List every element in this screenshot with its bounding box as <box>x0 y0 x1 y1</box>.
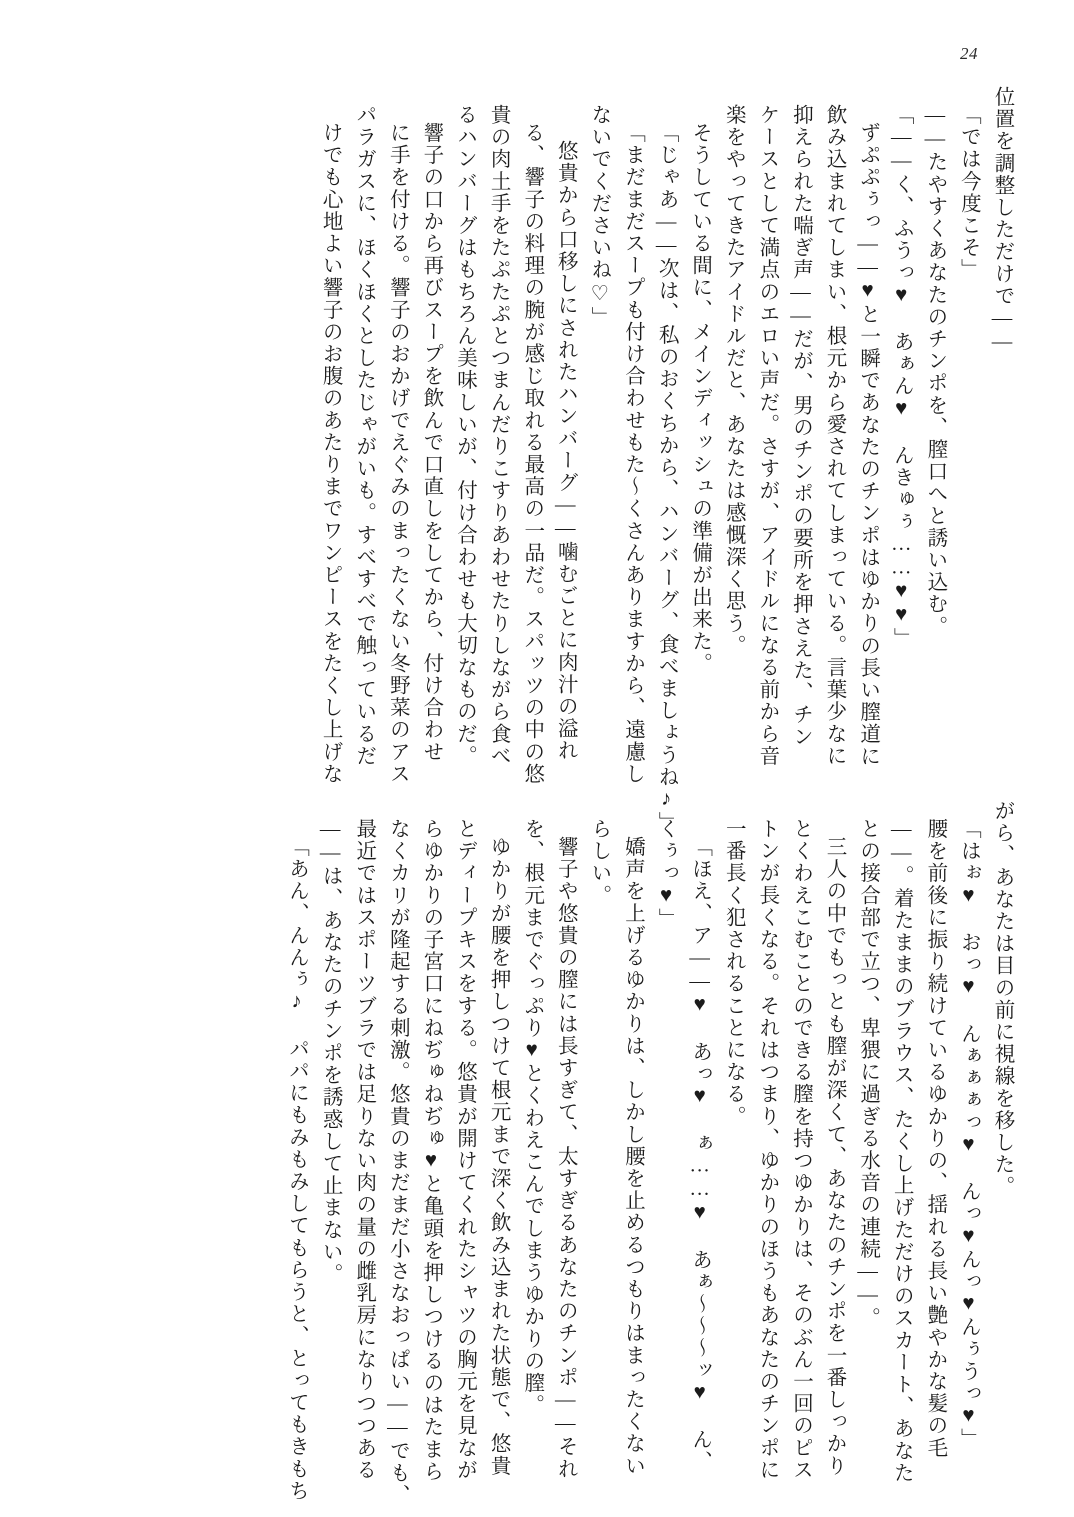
text-column: トンが長くなる。それはつまり、ゆかりのほうもあなたのチンポに <box>755 818 778 1481</box>
text-column: 「まだまだスープも付け合わせもた～くさんありますから、遠慮し <box>621 122 644 785</box>
text-column: けでも心地よい響子のお腹のあたりまでワンピースをたくし上げな <box>319 122 342 785</box>
text-column: るハンバーグはもちろん美味しいが、付け合わせも大切なものだ。 <box>453 104 476 767</box>
text-column: なくカリが隆起する刺激。悠貴のまだまだ小さなおっぱい――でも、 <box>386 818 409 1507</box>
text-column: 最近ではスポーツブラでは足りない肉の量の雌乳房になりつつある <box>352 818 375 1481</box>
text-column: そうしている間に、メインディッシュの準備が出来た。 <box>688 122 711 675</box>
text-column: 三人の中でもっとも膣が深くて、あなたのチンポを一番しっかり <box>823 836 846 1477</box>
text-column: に手を付ける。響子のおかげでえぐみのまったくない冬野菜のアス <box>386 122 409 785</box>
text-column: とディープキスをする。悠貴が開けてくれたシャツの胸元を見なが <box>453 818 476 1481</box>
text-column: 貴の肉土手をたぷたぷとつまんだりこすりあわせたりしながら食べ <box>487 104 510 767</box>
text-column: 位置を調整しただけで―― <box>991 86 1013 355</box>
text-column: 「じゃあ――次は、私のおくちから、ハンバーグ、食べましょうね♪」 <box>655 122 678 834</box>
text-column: らしい。 <box>587 818 610 907</box>
text-column: 「――く、ふうっ♥ あぁん♥ んきゅぅ……♥♥」 <box>890 104 913 650</box>
text-column: ――は、あなたのチンポを誘惑して止まない。 <box>319 818 342 1286</box>
text-column: ゆかりが腰を押しつけて根元まで深く飲み込まれた状態で、悠貴 <box>487 836 510 1477</box>
text-column: 「はぉ♥ おっ♥ んぁぁぁっ♥ んっ♥んっ♥んぅうっ♥」 <box>957 818 980 1451</box>
text-column: 「では今度こそ」 <box>957 104 980 281</box>
text-column: がら、あなたは目の前に視線を移した。 <box>991 800 1013 1198</box>
text-column: ケースとして満点のエロい声だ。さすが、アイドルになる前から音 <box>755 104 778 767</box>
text-column: を、根元までぐっぷり♥とくわえこんでしまうゆかりの膣。 <box>520 818 543 1417</box>
text-column: 嬌声を上げるゆかりは、しかし腰を止めるつもりはまったくない <box>621 836 644 1477</box>
text-column: パラガスに、ほくほくとしたじゃがいも。すべすべで触っているだ <box>352 104 375 767</box>
text-column: 悠貴から口移しにされたハンバーグ――噛むごとに肉汁の溢れ <box>554 140 577 762</box>
text-column: との接合部で立つ、卑猥に過ぎる水音の連続――。 <box>856 818 879 1330</box>
text-column: らゆかりの子宮口にねぢゅねぢゅ♥と亀頭を押しつけるのはたまら <box>419 818 442 1483</box>
text-column: 響子の口から再びスープを飲んで口直しをしてから、付け合わせ <box>419 122 442 763</box>
text-column: 楽をやってきたアイドルだと、あなたは感慨深く思う。 <box>722 104 745 657</box>
text-column: 「あん、んんぅ♪ パパにもみもみしてもらうと、とってもきもち <box>285 836 308 1502</box>
text-column: ずぷぷぅっ――♥と一瞬であなたのチンポはゆかりの長い膣道に <box>856 122 879 768</box>
text-block-top <box>62 86 1013 834</box>
text-column: 腰を前後に振り続けているゆかりの、揺れる長い艶やかな髪の毛 <box>923 818 946 1459</box>
text-column: 抑えられた喘ぎ声――だが、男のチンポの要所を押さえた、チン <box>789 104 812 748</box>
text-column: ――。着たままのブラウス、たくし上げただけのスカート、あなた <box>890 818 913 1484</box>
page-number: 24 <box>960 44 978 63</box>
text-column: ないでくださいね♡」 <box>587 104 610 329</box>
text-column: くぅっ♥」 <box>655 818 678 930</box>
text-column: 飲み込まれてしまい、根元から愛されてしまっている。言葉少なに <box>823 104 846 767</box>
text-column: とくわえこむことのできる膣を持つゆかりは、そのぶん一回のピス <box>789 818 812 1481</box>
text-column: 「ほえ、ア――♥ あっ♥ ぁ……♥ あぁ〜〜〜ッ♥ ん、 <box>688 836 711 1473</box>
text-column: ――たやすくあなたのチンポを、膣口へと誘い込む。 <box>923 104 946 638</box>
text-block-bottom <box>62 800 1013 1507</box>
text-column: る、響子の料理の腕が感じ取れる最高の一品だ。スパッツの中の悠 <box>520 122 543 785</box>
text-column: 響子や悠貴の膣には長すぎて、太すぎるあなたのチンポ――それ <box>554 836 577 1480</box>
text-column: 一番長く犯されることになる。 <box>722 818 745 1128</box>
